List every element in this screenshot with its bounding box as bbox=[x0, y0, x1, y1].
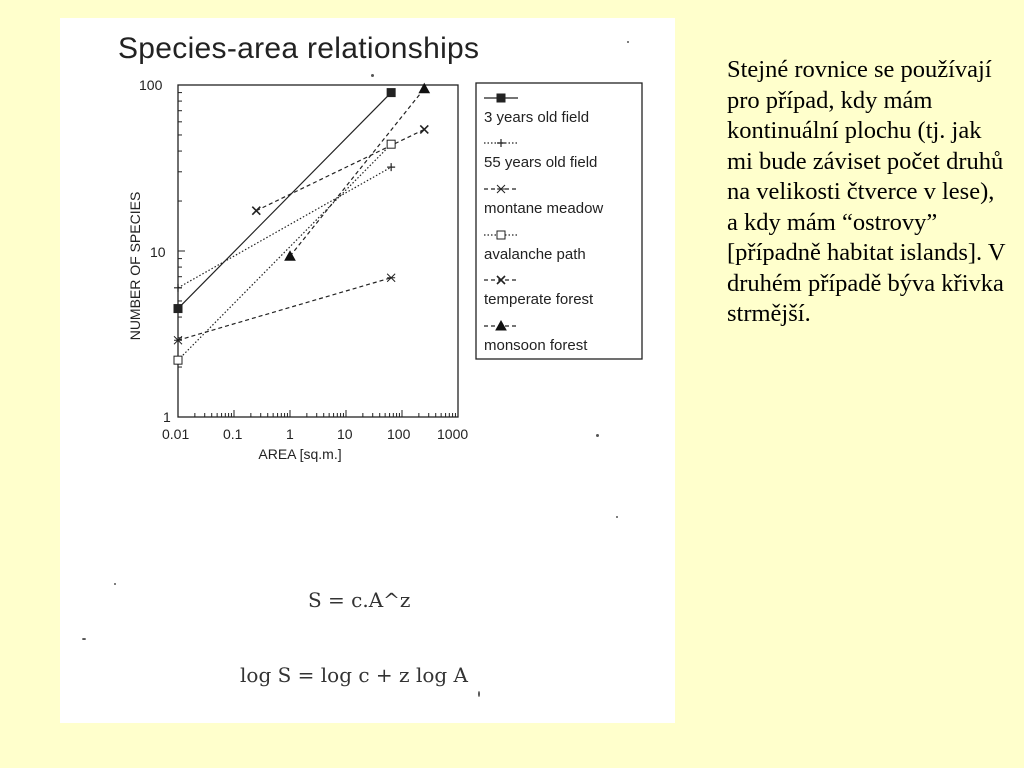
y-tick-label: 10 bbox=[150, 244, 166, 260]
legend-label: montane meadow bbox=[484, 200, 604, 217]
x-tick-label: 0.01 bbox=[162, 426, 190, 442]
legend-label: 55 years old field bbox=[484, 154, 598, 171]
axis-ticks bbox=[178, 93, 458, 417]
plot-frame bbox=[178, 85, 458, 417]
data-point bbox=[174, 305, 182, 313]
chart-title: Species-area relationships bbox=[118, 32, 480, 65]
series-line bbox=[178, 144, 391, 360]
x-tick-label: 10 bbox=[337, 426, 353, 442]
series-line bbox=[178, 93, 391, 309]
x-tick-label: 100 bbox=[387, 426, 411, 442]
scan-speck bbox=[114, 583, 116, 585]
x-tick-label: 1 bbox=[286, 426, 294, 442]
legend-label: temperate forest bbox=[484, 291, 594, 308]
scanned-figure bbox=[60, 18, 675, 723]
legend-marker bbox=[496, 321, 506, 330]
legend-label: avalanche path bbox=[484, 246, 586, 263]
data-point bbox=[387, 274, 395, 282]
series-line bbox=[256, 129, 424, 210]
scan-speck bbox=[616, 516, 618, 518]
data-point bbox=[420, 125, 428, 133]
data-point bbox=[387, 89, 395, 97]
legend-label: 3 years old field bbox=[484, 109, 590, 126]
series-line bbox=[178, 167, 391, 288]
series-markers bbox=[174, 84, 429, 364]
data-point bbox=[174, 356, 182, 364]
y-tick-label: 100 bbox=[139, 77, 163, 93]
data-point bbox=[174, 284, 182, 292]
scan-speck bbox=[596, 434, 599, 437]
data-point bbox=[387, 140, 395, 148]
legend-marker bbox=[497, 139, 505, 147]
legend-marker bbox=[497, 231, 505, 239]
series-line bbox=[178, 278, 391, 340]
y-tick-label: 1 bbox=[163, 409, 171, 425]
legend-marker bbox=[497, 94, 505, 102]
data-point bbox=[387, 163, 395, 171]
scan-speck bbox=[627, 41, 629, 43]
series-line bbox=[290, 89, 424, 257]
x-tick-label: 0.1 bbox=[223, 426, 243, 442]
data-point bbox=[252, 207, 260, 215]
scan-speck bbox=[478, 691, 480, 697]
legend-label: monsoon forest bbox=[484, 337, 588, 354]
legend-marker bbox=[497, 185, 505, 193]
power-law-equation: S = c.A^z bbox=[308, 588, 411, 612]
x-axis-label: AREA [sq.m.] bbox=[258, 446, 342, 462]
series-lines bbox=[178, 89, 424, 360]
scan-speck bbox=[82, 638, 86, 640]
explanation-text: Stejné rovnice se používají pro případ, kdy mám kontinuální plochu (tj. jak mi bude záviset počet druhů na velikosti čtverce v lese), a kdy mám “ostrovy” [případně habitat islands]. V druhém případě býva křivka strmější. bbox=[727, 56, 1006, 327]
y-axis-label: NUMBER OF SPECIES bbox=[127, 191, 143, 341]
log-equation: log S = log c + z log A bbox=[240, 663, 468, 687]
data-point bbox=[285, 251, 295, 260]
x-tick-label: 1000 bbox=[437, 426, 469, 442]
scan-speck bbox=[371, 74, 374, 77]
